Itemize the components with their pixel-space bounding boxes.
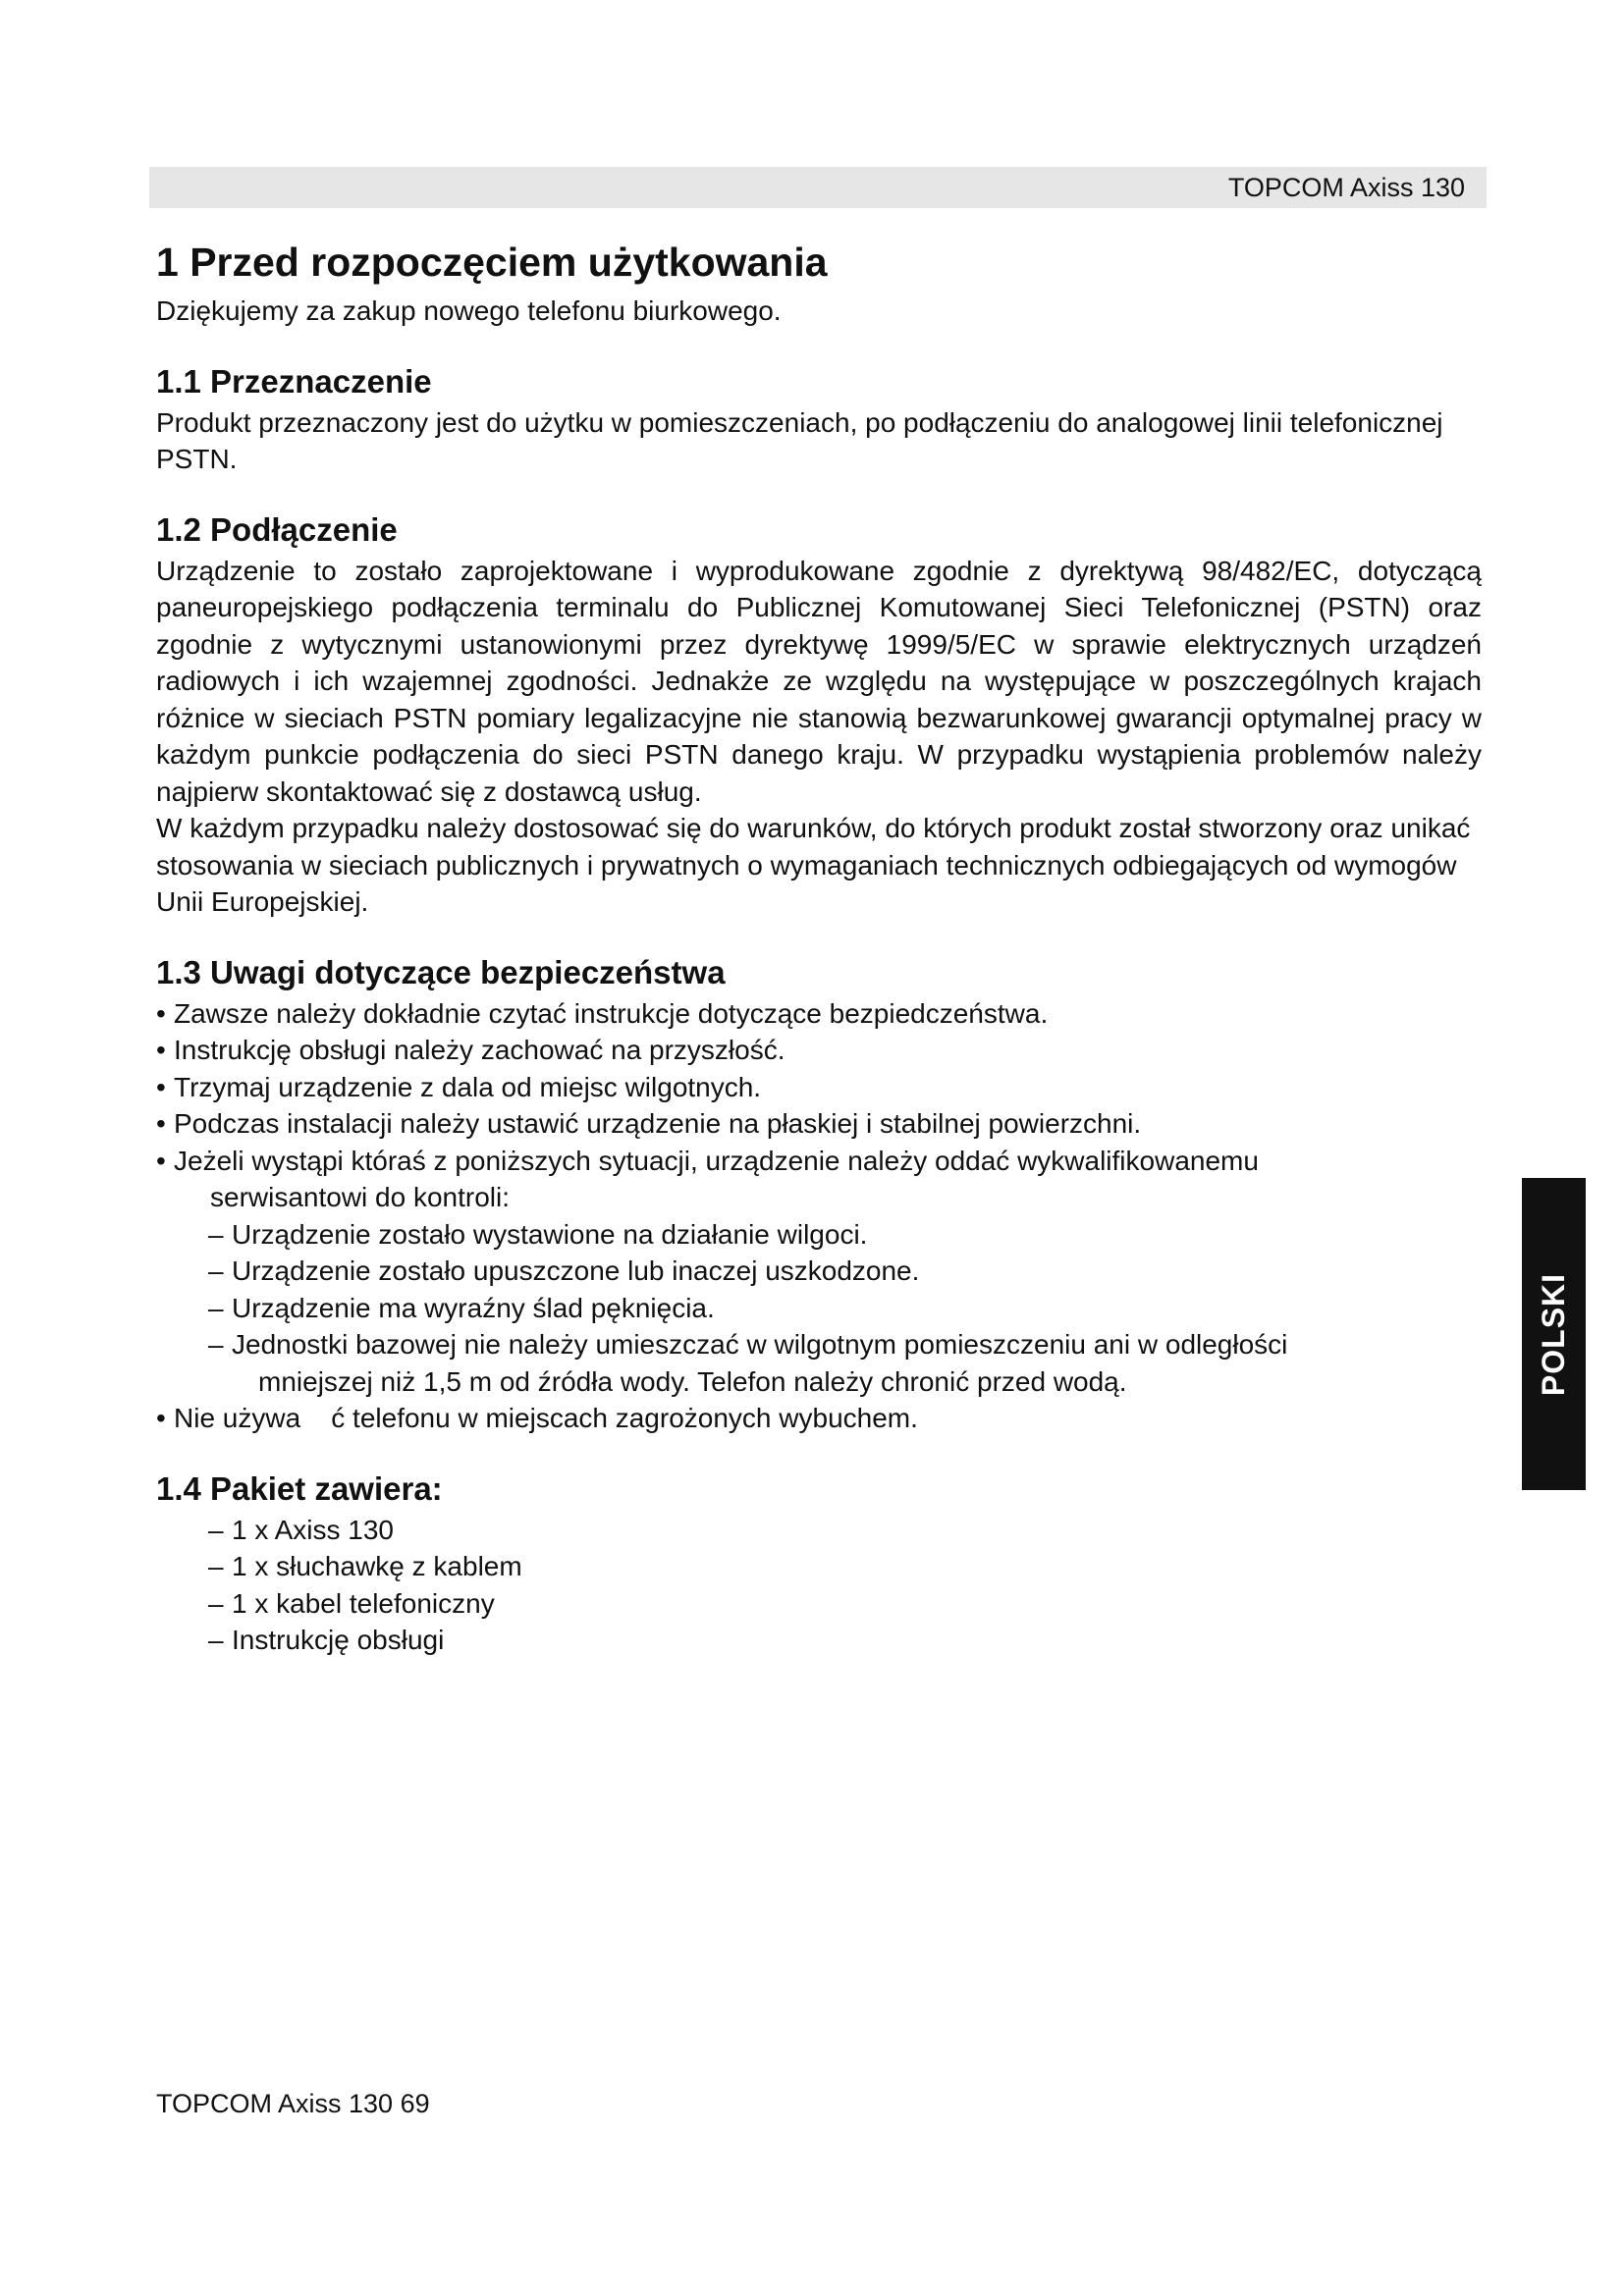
sublist-item: – Urządzenie zostało wystawione na działanie wilgoci.	[208, 1216, 1482, 1254]
section-1-2	[156, 507, 1482, 921]
list-item: • Instrukcję obsługi należy zachować na przyszłość.	[156, 1032, 1482, 1069]
section-1-3	[156, 950, 1482, 1437]
list-item	[156, 1143, 1482, 1216]
sublist-item	[208, 1326, 1482, 1400]
section-1-3-title: 1.3 Uwagi dotyczące bezpieczeństwa	[156, 953, 726, 990]
section-1-title: 1 Przed rozpoczęciem użytkowania	[156, 240, 828, 285]
list-item: – 1 x kabel telefoniczny	[208, 1585, 1482, 1623]
section-1-1-title: 1.1 Przeznaczenie	[156, 362, 432, 400]
header-title: TOPCOM Axiss 130	[1227, 173, 1465, 202]
sublist-item-line: Jednostki bazowej nie należy umieszczać w wilgotnym pomieszczeniu ani w odległości	[232, 1329, 1288, 1360]
list-item: – 1 x Axiss 130	[208, 1512, 1482, 1549]
list-item: • Zawsze należy dokładnie czytać instrukcje dotyczące bezpiedczeństwa.	[156, 995, 1482, 1033]
safety-list	[156, 995, 1482, 1216]
list-item: – 1 x słuchawkę z kablem	[208, 1548, 1482, 1585]
section-1-4-title: 1.4 Pakiet zawiera:	[156, 1469, 443, 1507]
section-1-2-paragraph-1: Urządzenie to zostało zaprojektowane i wyprodukowane zgodnie z dyrektywą 98/482/EC, dotyczącą paneuropejskiego podłączenia terminalu do Publicznej Komutowanej Sieci Telefonicznej (PSTN) oraz zgodnie z wytycznymi ustanowionymi przez dyrektywę 1999/5/EC w sprawie elektrycznych urządzeń radiowych i ich wzajemnej zgodności. Jednakże ze względu na występujące w poszczególnych krajach różnice w sieciach PSTN pomiary legalizacyjne nie stanowią bezwarunkowej gwarancji optymalnej pracy w każdym punkcie podłączenia do sieci PSTN danego kraju. W przypadku wystąpienia problemów należy najpierw skontaktować się z dostawcą usług.	[156, 555, 1482, 807]
sublist-item: – Urządzenie ma wyraźny ślad pęknięcia.	[208, 1290, 1482, 1327]
document-body	[156, 232, 1482, 1659]
list-item: • Trzymaj urządzenie z dala od miejsc wilgotnych.	[156, 1069, 1482, 1106]
page-header	[149, 167, 1487, 208]
sublist-item: – Urządzenie zostało upuszczone lub inaczej uszkodzone.	[208, 1253, 1482, 1290]
list-item-line: serwisantowi do kontroli:	[210, 1182, 511, 1212]
safety-sublist	[156, 1216, 1482, 1401]
safety-list-end	[156, 1400, 1482, 1437]
page-footer: TOPCOM Axiss 130 69	[156, 2089, 430, 2118]
section-1-2-title: 1.2 Podłączenie	[156, 510, 398, 548]
section-1-1	[156, 359, 1482, 478]
section-1	[156, 232, 1482, 330]
list-item: • Nie używa ć telefonu w miejscach zagrożonych wybuchem.	[156, 1400, 1482, 1437]
section-1-intro: Dziękujemy za zakup nowego telefonu biurkowego.	[156, 295, 782, 326]
section-1-2-paragraph-2: W każdym przypadku należy dostosować się do warunków, do których produkt został stworzony oraz unikać stosowania w sieciach publicznych i prywatnych o wymaganiach technicznych odbiegających od wymogów Unii Europejskiej.	[156, 813, 1471, 917]
package-contents-list	[156, 1512, 1482, 1659]
section-1-1-body: Produkt przeznaczony jest do użytku w pomieszczeniach, po podłączeniu do analogowej linii telefonicznej PSTN.	[156, 406, 1443, 474]
list-item-line: Jeżeli wystąpi któraś z poniższych sytuacji, urządzenie należy oddać wykwalifikowanemu	[174, 1145, 1259, 1176]
language-tab	[1522, 1178, 1586, 1490]
section-1-4	[156, 1467, 1482, 1659]
list-item: – Instrukcję obsługi	[208, 1622, 1482, 1659]
sublist-item-line: mniejszej niż 1,5 m od źródła wody. Telefon należy chronić przed wodą.	[258, 1365, 1127, 1397]
language-tab-label: POLSKI	[1536, 1272, 1571, 1396]
list-item: • Podczas instalacji należy ustawić urządzenie na płaskiej i stabilnej powierzchni.	[156, 1105, 1482, 1143]
